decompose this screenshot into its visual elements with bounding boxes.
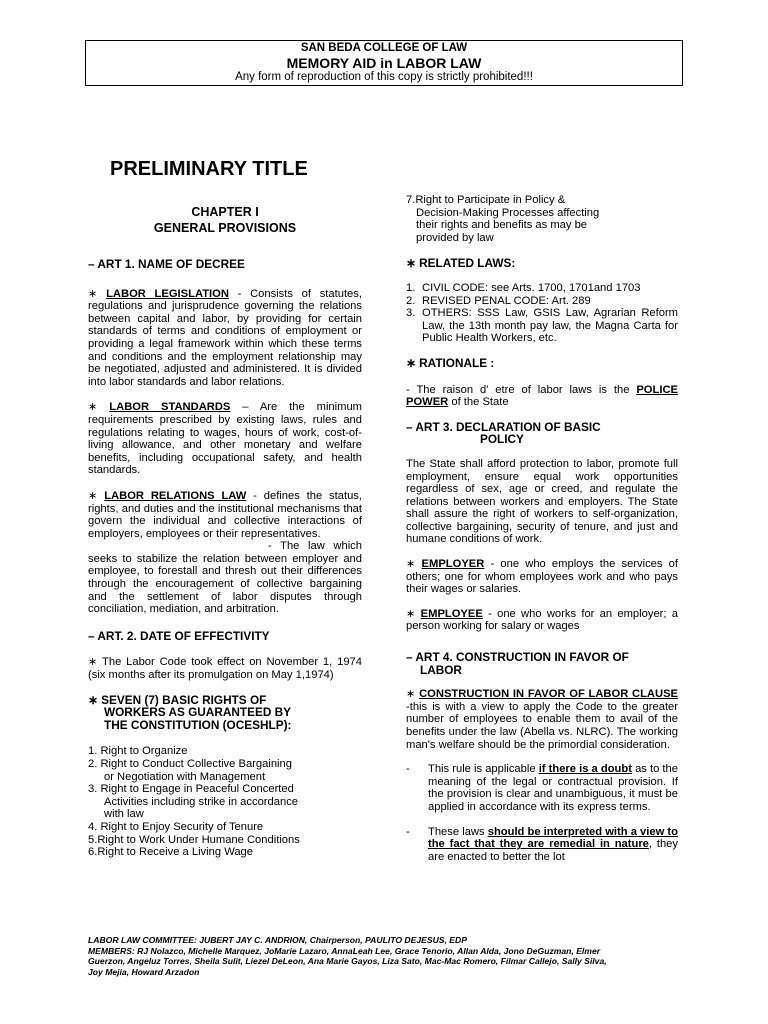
seven-rights-heading-1: ∗ SEVEN (7) BASIC RIGHTS OF (88, 692, 267, 707)
committee-footer (88, 935, 688, 977)
labor-relations-paragraph-2: - The law which seeks to stabilize the relation between employer and employee, to forestall and thresh out their differences through the encouragement of collective bargaining and the settlement of labor disputes through conciliation, mediation, and arbitration. (88, 540, 362, 616)
list-item: 1. CIVIL CODE: see Arts. 1700, 1701and 1703 (406, 281, 641, 294)
header-box (85, 40, 683, 86)
art4-heading-1: – ART 4. CONSTRUCTION IN FAVOR OF (406, 650, 629, 665)
labor-relations-term: LABOR RELATIONS LAW (104, 489, 247, 502)
art3-heading-1: – ART 3. DECLARATION OF BASIC (406, 419, 601, 434)
related-laws-heading: ∗ RELATED LAWS: (406, 256, 516, 271)
list-item: with law (104, 808, 144, 821)
rights-list (88, 745, 362, 858)
art2-heading: – ART. 2. DATE OF EFFECTIVITY (88, 628, 270, 643)
school-name: SAN BEDA COLLEGE OF LAW (300, 42, 468, 54)
list-item: 7.Right to Participate in Policy & (406, 194, 566, 206)
list-item: 1. Right to Organize (88, 745, 188, 758)
list-item: Decision-Making Processes affecting (416, 206, 600, 219)
labor-legislation-text: - Consists of statutes, regulations and jurisprudence governing the relations between capital and labor, by providing for certain standards of terms and conditions of employment or providing a legal framework within which these terms and conditions and the employment relationship may be negotiated, adjusted and administered. It is divided into labor standards and labor relations. (88, 287, 362, 388)
list-item: or Negotiation with Management (104, 770, 266, 783)
employee-paragraph: ∗ EMPLOYEE - one who works for an employer; a person working for salary or wages (406, 607, 678, 633)
seven-rights-heading-3: THE CONSTITUTION (OCESHLP): (104, 717, 292, 732)
left-column (88, 204, 362, 859)
remedial-bullet: - These laws should be interpreted with a view to the fact that they are remedial in nature, they are enacted to better the lot (406, 825, 678, 863)
police-power-term: POLICE POWER (406, 383, 678, 409)
employee-term: EMPLOYEE (420, 607, 483, 620)
construction-term: CONSTRUCTION IN FAVOR OF LABOR CLAUSE (419, 688, 678, 701)
list-item: 6.Right to Receive a Living Wage (88, 846, 253, 859)
list-item: 3. OTHERS: SSS Law, GSIS Law, Agrarian Reform Law, the 13th month pay law, the Magna Carta for Public Health Workers, etc. (406, 307, 678, 345)
footer-line: LABOR LAW COMMITTEE: JUBERT JAY C. ANDRION, Chairperson, PAULITO DEJESUS, EDP (88, 935, 467, 945)
right-column (406, 194, 678, 863)
construction-paragraph: ∗ CONSTRUCTION IN FAVOR OF LABOR CLAUSE -this is with a view to apply the Code to the greater number of employees to enable them to avail of the benefits under the law (Abella vs. NLRC). The working man's welfare should be the primordial consideration. (406, 688, 678, 751)
labor-relations-paragraph: ∗ LABOR RELATIONS LAW - defines the status, rights, and duties and the institutional mechanisms that govern the individual and collective interactions of employers, employees or their representatives. (88, 489, 363, 540)
list-item: 4. Right to Enjoy Security of Tenure (88, 820, 264, 833)
chapter-number: CHAPTER I (191, 205, 259, 219)
footer-line: Joy Mejia, Howard Arzadon (88, 966, 200, 977)
document-title: MEMORY AID in LABOR LAW (286, 55, 482, 71)
art2-text: ∗ The Labor Code took effect on November 1, 1974 (six months after its promulgation on May 1,1974) (88, 656, 362, 682)
art3-text: The State shall afford protection to labor, promote full employment, ensure equal work opportunities regardless of sex, age or creed, and regulate the relations between workers and employers. The State shall assure the right of workers to self-organization, collective bargaining, security of tenure, and just and humane conditions of work. (406, 457, 678, 546)
doubt-bullet: - This rule is applicable if there is a doubt as to the meaning of the legal or contractual provision. If the provision is clear and unambiguous, it must be applied in accordance with its express terms. (406, 763, 678, 813)
art1-heading: – ART 1. NAME OF DECREE (88, 257, 245, 271)
related-laws-list (406, 282, 678, 345)
rationale-text: - The raison d' etre of labor laws is the POLICE POWER of the State (406, 383, 678, 409)
labor-legislation-term: LABOR LEGISLATION (106, 287, 229, 300)
art3-heading-2: POLICY (480, 432, 524, 447)
copyright-notice: Any form of reproduction of this copy is strictly prohibited!!! (235, 71, 533, 83)
page-title: PRELIMINARY TITLE (110, 158, 308, 180)
employer-term: EMPLOYER (421, 558, 485, 571)
list-item: provided by law (416, 231, 494, 244)
list-item: 3. Right to Engage in Peaceful Concerted (88, 783, 294, 796)
list-item: 2. REVISED PENAL CODE: Art. 289 (406, 294, 591, 307)
rationale-heading: ∗ RATIONALE : (406, 355, 495, 370)
list-item: their rights and benefits as may be (416, 219, 588, 232)
chapter-name: GENERAL PROVISIONS (153, 221, 297, 235)
list-item: Activities including strike in accordance (104, 795, 299, 808)
footer-line: MEMBERS: RJ Nolazco, Michelle Marquez, JoMarie Lazaro, AnnaLeah Lee, Grace Tenorio, Allan Alda, Jono DeGuzman, Elmer (88, 945, 601, 956)
list-item: 5.Right to Work Under Humane Conditions (88, 833, 300, 846)
art4-heading-2: LABOR (420, 662, 462, 677)
labor-standards-term: LABOR STANDARDS (109, 401, 231, 414)
right7-block (406, 194, 678, 244)
list-item: 2. Right to Conduct Collective Bargaining (88, 758, 292, 770)
labor-relations-text: - defines the status, rights, and duties and the institutional mechanisms that govern the individual and collective interactions of employers, employees or their representatives. (88, 489, 363, 540)
labor-standards-text: – Are the minimum requirements prescribed by existing laws, rules and regulations relating to wages, hours of work, cost-of-living allowance, and other monetary and welfare benefits, including occupational safety, and health standards. (88, 401, 362, 477)
labor-standards-paragraph: ∗ LABOR STANDARDS – Are the minimum requirements prescribed by existing laws, rules and regulations relating to wages, hours of work, cost-of-living allowance, and other monetary and welfare benefits, including occupational safety, and health standards. (88, 401, 362, 477)
employer-paragraph: ∗ EMPLOYER - one who employs the services of others; one for whom employees work and who pays their wages or salaries. (406, 558, 678, 596)
seven-rights-heading-2: WORKERS AS GUARANTEED BY (104, 705, 292, 720)
footer-line: Guerzon, Angeluz Torres, Sheila Sulit, Liezel DeLeon, Ana Marie Gayos, Liza Sato, Mac-Mac Romero, Filmar Callejo, Sally Silva, (88, 956, 607, 966)
labor-legislation-paragraph: ∗ LABOR LEGISLATION - Consists of statutes, regulations and jurisprudence governing the relations between capital and labor, by providing for certain standards of terms and conditions of employment or providing a legal framework within which these terms and conditions and the employment relationship may be negotiated, adjusted and administered. It is divided into labor standards and labor relations. (88, 287, 362, 388)
